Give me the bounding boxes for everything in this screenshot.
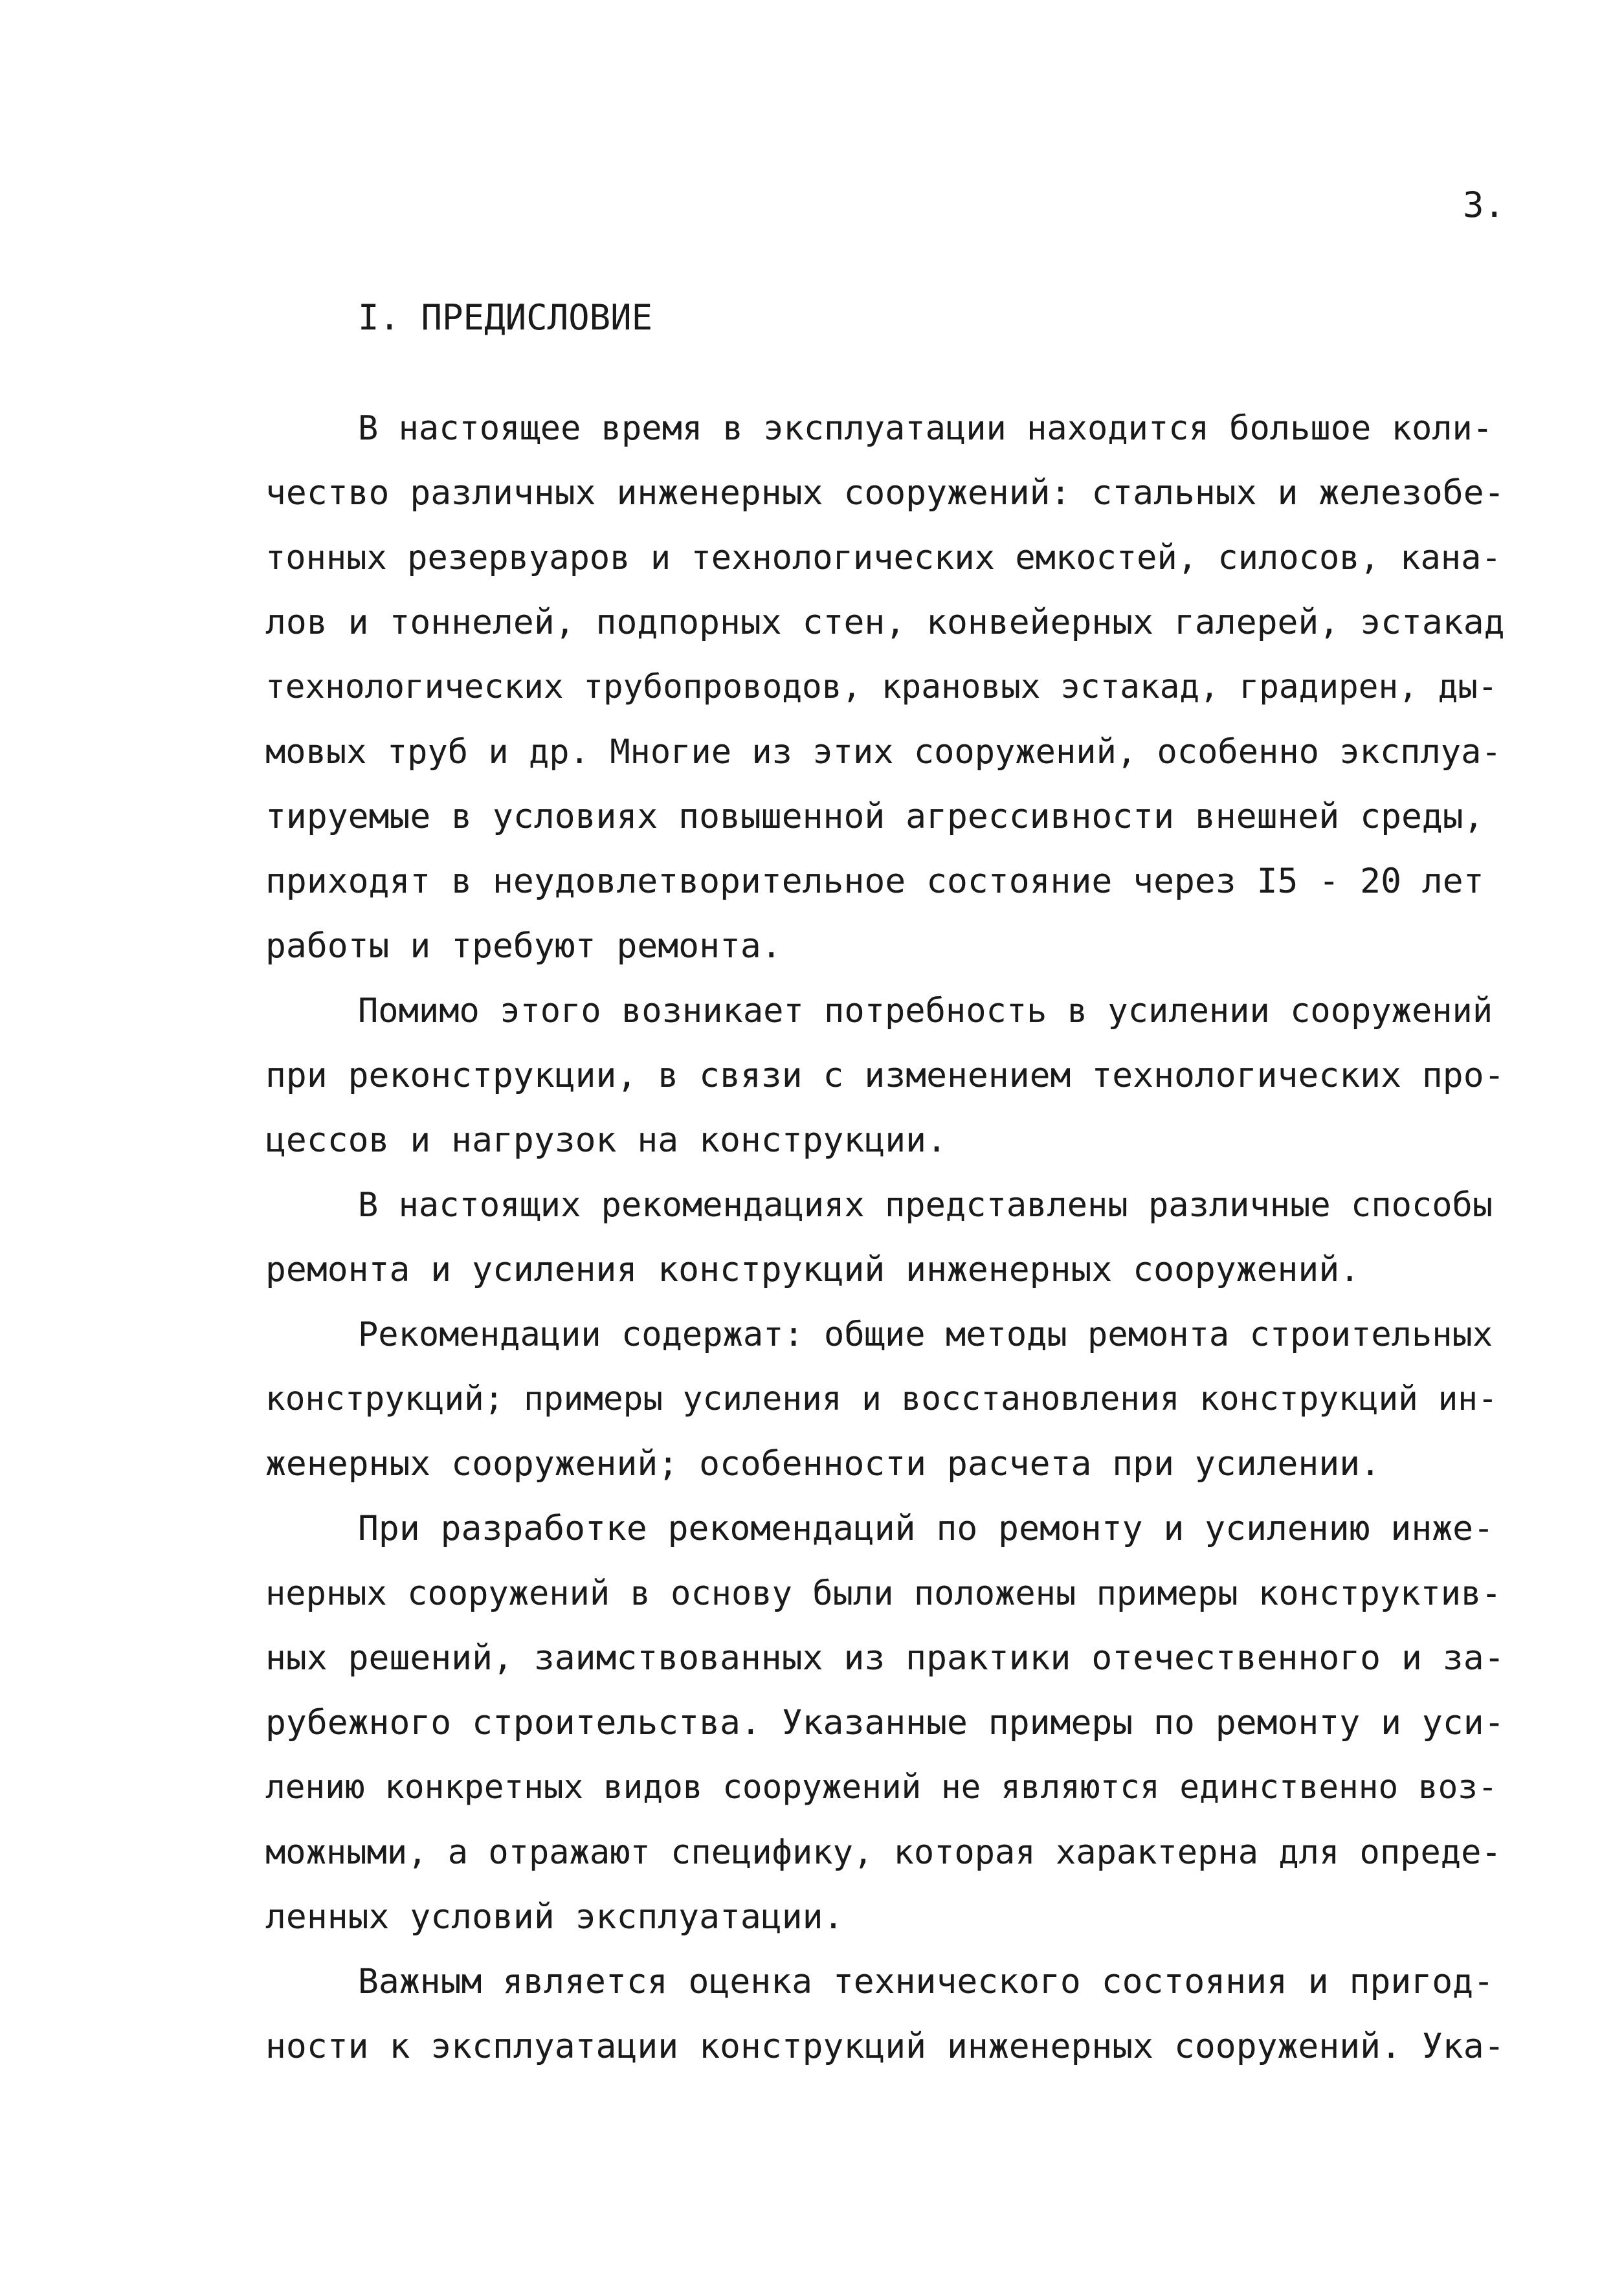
page-number: 3. [1463, 184, 1506, 225]
text-line: женерных сооружений; особенности расчета при усилении. [265, 1444, 1381, 1484]
text-line: Важным является оценка технического состояния и пригод- [358, 1962, 1494, 2001]
text-line: чество различных инженерных сооружений: стальных и железобе- [265, 473, 1505, 513]
text-line: лению конкретных видов сооружений не являются единственно воз- [265, 1768, 1498, 1807]
text-line: приходят в неудовлетворительное состояние через I5 - 20 лет [265, 862, 1484, 901]
text-line: цессов и нагрузок на конструкции. [265, 1120, 947, 1160]
text-line: нерных сооружений в основу были положены примеры конструктив- [265, 1574, 1502, 1613]
text-line: При разработке рекомендаций по ремонту и усилению инже- [358, 1509, 1494, 1548]
text-line: ных решений, заимствованных из практики отечественного и за- [265, 1638, 1505, 1678]
text-line: ности к эксплуатации конструкций инженерных сооружений. Ука- [265, 2027, 1505, 2066]
text-line: мовых труб и др. Многие из этих сооружений, особенно эксплуа- [265, 733, 1502, 772]
text-line: можными, а отражают специфику, которая характерна для опреде- [265, 1833, 1502, 1872]
text-line: В настоящих рекомендациях представлены различные способы [358, 1186, 1493, 1225]
text-line: Рекомендации содержат: общие методы ремонта строительных [358, 1315, 1493, 1354]
text-line: конструкций; примеры усиления и восстановления конструкций ин- [265, 1380, 1498, 1418]
text-line: при реконструкции, в связи с изменением технологических про- [265, 1056, 1505, 1095]
text-line: В настоящее время в эксплуатации находится большое коли- [358, 409, 1493, 448]
text-line: ремонта и усиления конструкций инженерных сооружений. [265, 1250, 1361, 1289]
text-line: технологических трубопроводов, крановых эстакад, градирен, ды- [265, 668, 1498, 706]
text-line: рубежного строительства. Указанные примеры по ремонту и уси- [265, 1703, 1505, 1743]
section-heading: I. ПРЕДИСЛОВИЕ [358, 297, 653, 338]
text-line: тонных резервуаров и технологических емкостей, силосов, кана- [265, 539, 1502, 577]
text-line: Помимо этого возникает потребность в усилении сооружений [358, 992, 1493, 1030]
text-line: лов и тоннелей, подпорных стен, конвейерных галерей, эстакад [265, 603, 1505, 642]
text-line: работы и требуют ремонта. [265, 926, 782, 966]
text-line: ленных условий эксплуатации. [265, 1897, 844, 1937]
text-line: тируемые в условиях повышенной агрессивности внешней среды, [265, 797, 1484, 836]
